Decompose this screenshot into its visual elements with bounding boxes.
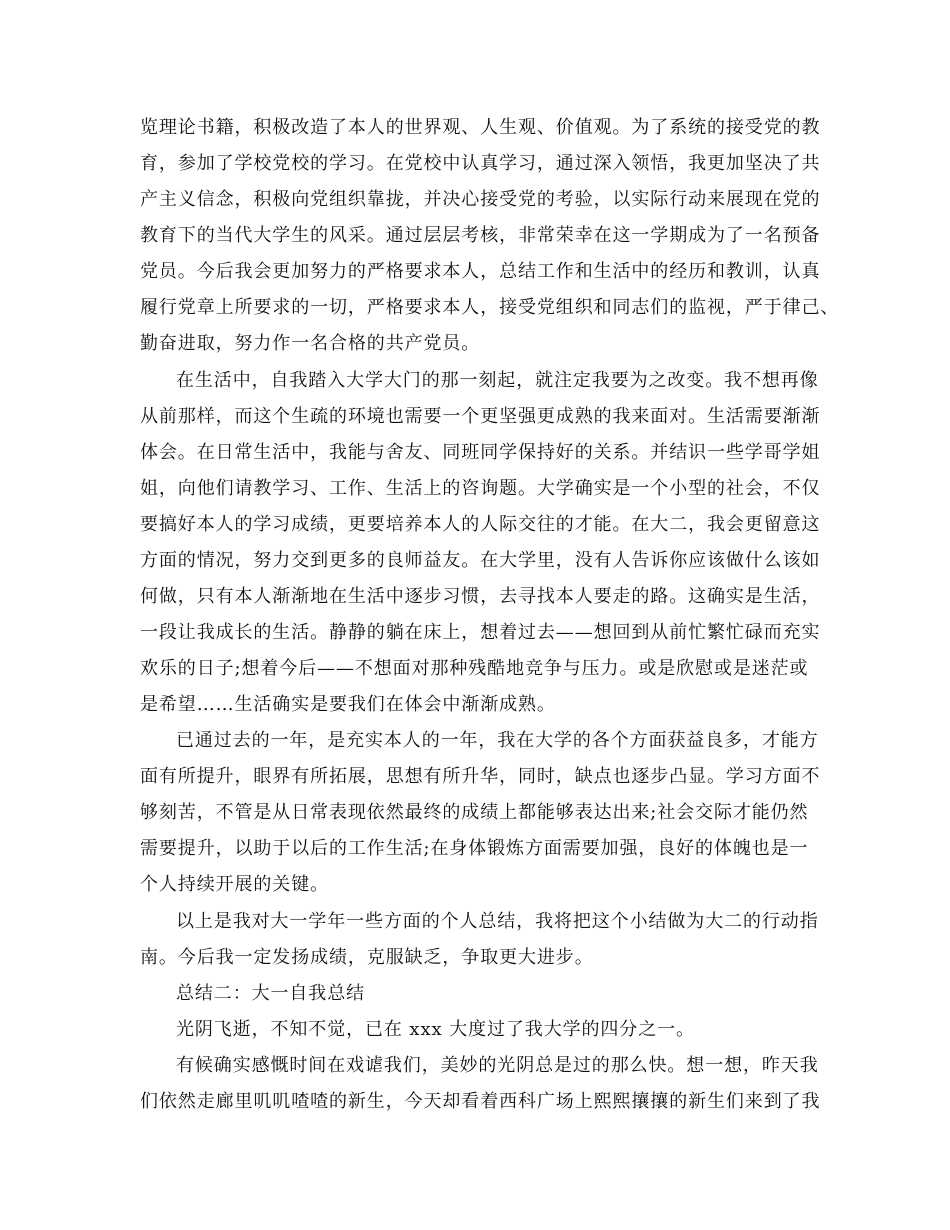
text-line: 体会。在日常生活中，我能与舍友、同班同学保持好的关系。并结识一些学哥学姐: [140, 442, 821, 463]
text-line: 教育下的当代大学生的风采。通过层层考核，非常荣幸在这一学期成为了一名预备: [140, 225, 821, 246]
text-line: 产主义信念，积极向党组织靠拢，并决心接受党的考验，以实际行动来展现在党的: [140, 189, 821, 210]
text-line: 要搞好本人的学习成绩，更要培养本人的人际交往的才能。在大二，我会更留意这: [140, 514, 821, 535]
paragraph-first-line: 在生活中，自我踏入大学大门的那一刻起，就注定我要为之改变。我不想再像: [176, 370, 819, 391]
text-line: 从前那样，而这个生疏的环境也需要一个更坚强更成熟的我来面对。生活需要渐渐: [140, 406, 821, 427]
paragraph-first-line: 光阴飞逝，不知不觉，已在 xxx 大度过了我大学的四分之一。: [176, 1019, 695, 1040]
section-heading: 总结二：大一自我总结: [176, 983, 365, 1004]
text-line: 育，参加了学校党校的学习。在党校中认真学习，通过深入领悟，我更加坚决了共: [140, 153, 821, 174]
text-line: 是希望……生活确实是要我们在体会中渐渐成熟。: [140, 694, 556, 715]
text-line: 们依然走廊里叽叽喳喳的新生，今天却看着西科广场上熙熙攘攘的新生们来到了我: [140, 1091, 821, 1112]
text-line: 履行党章上所要求的一切，严格要求本人，接受党组织和同志们的监视，严于律己、: [140, 297, 840, 318]
text-line: 方面的情况，努力交到更多的良师益友。在大学里，没有人告诉你应该做什么该如: [140, 550, 821, 571]
text-line: 党员。今后我会更加努力的严格要求本人，总结工作和生活中的经历和教训，认真: [140, 261, 821, 282]
text-line: 欢乐的日子;想着今后——不想面对那种残酷地竞争与压力。或是欣慰或是迷茫或: [140, 658, 809, 679]
text-line: 姐，向他们请教学习、工作、生活上的咨询题。大学确实是一个小型的社会，不仅: [140, 478, 821, 499]
text-line: 个人持续开展的关键。: [140, 874, 329, 895]
text-line: 勤奋进取，努力作一名合格的共产党员。: [140, 333, 481, 354]
text-line: 一段让我成长的生活。静静的躺在床上，想着过去——想回到从前忙繁忙碌而充实: [140, 622, 821, 643]
text-line: 何做，只有本人渐渐地在生活中逐步习惯，去寻找本人要走的路。这确实是生活，: [140, 586, 821, 607]
text-line: 够刻苦，不管是从日常表现依然最终的成绩上都能够表达出来;社会交际才能仍然: [140, 802, 809, 823]
text-line: 览理论书籍，积极改造了本人的世界观、人生观、价值观。为了系统的接受党的教: [140, 117, 821, 138]
text-line: 面有所提升，眼界有所拓展，思想有所升华，同时，缺点也逐步凸显。学习方面不: [140, 766, 821, 787]
paragraph-first-line: 已通过去的一年，是充实本人的一年，我在大学的各个方面获益良多，才能方: [176, 730, 819, 751]
text-line: 南。今后我一定发扬成绩，克服缺乏，争取更大进步。: [140, 947, 594, 968]
paragraph-first-line: 以上是我对大一学年一些方面的个人总结，我将把这个小结做为大二的行动指: [176, 911, 819, 932]
paragraph-first-line: 有候确实感慨时间在戏谑我们，美妙的光阴总是过的那么快。想一想，昨天我: [176, 1055, 819, 1076]
text-line: 需要提升，以助于以后的工作生活;在身体锻炼方面需要加强，良好的体魄也是一: [140, 838, 809, 859]
